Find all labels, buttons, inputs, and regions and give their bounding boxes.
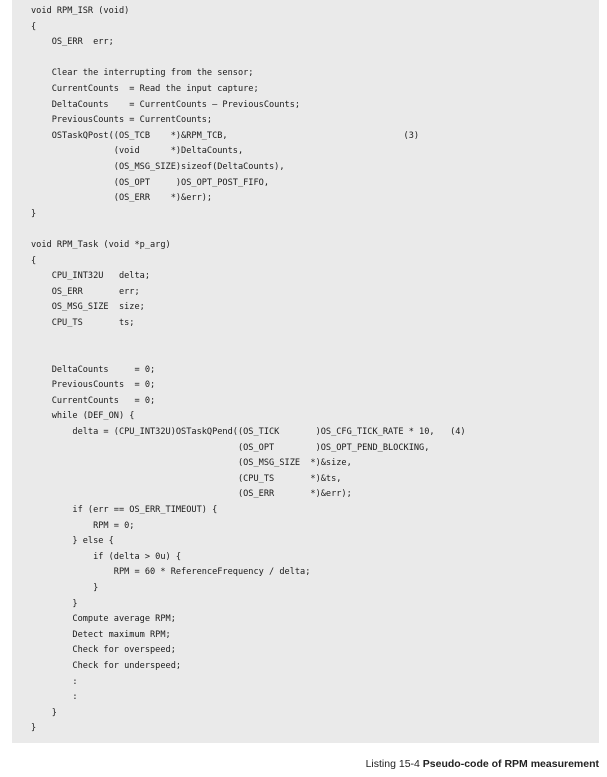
code-line: if (delta > 0u) { bbox=[31, 551, 182, 562]
code-line bbox=[31, 51, 599, 67]
code-line: (OS_ERR *)&err); bbox=[31, 193, 213, 204]
code-line: Check for underspeed; bbox=[31, 660, 182, 671]
code-line: (OS_MSG_SIZE *)&size, bbox=[31, 458, 352, 469]
code-line: OS_ERR err; bbox=[31, 286, 140, 297]
code-line: Check for overspeed; bbox=[31, 645, 176, 656]
code-line: (CPU_TS *)&ts, bbox=[31, 473, 342, 484]
code-line: PreviousCounts = CurrentCounts; bbox=[31, 115, 213, 126]
code-line bbox=[31, 347, 599, 363]
code-line: } bbox=[31, 208, 37, 219]
code-line: void RPM_Task (void *p_arg) bbox=[31, 239, 171, 250]
code-listing bbox=[12, 0, 599, 743]
code-line: CPU_INT32U delta; bbox=[31, 271, 150, 282]
code-line: (OS_OPT )OS_OPT_POST_FIFO, bbox=[31, 177, 269, 188]
code-line: CPU_TS ts; bbox=[31, 317, 135, 328]
code-line: } bbox=[31, 707, 57, 718]
code-line: RPM = 0; bbox=[31, 520, 135, 531]
code-line: DeltaCounts = CurrentCounts – PreviousCounts; bbox=[31, 99, 301, 110]
caption-title: Pseudo-code of RPM measurement bbox=[422, 758, 599, 770]
caption-prefix: Listing 15-4 bbox=[365, 758, 423, 770]
code-line bbox=[31, 331, 599, 347]
code-line bbox=[31, 222, 599, 238]
code-line: (void *)DeltaCounts, bbox=[31, 146, 244, 157]
code-line: Clear the interrupting from the sensor; bbox=[31, 68, 254, 79]
code-line: PreviousCounts = 0; bbox=[31, 380, 156, 391]
code-line: Compute average RPM; bbox=[31, 614, 176, 625]
code-line: (OS_OPT )OS_OPT_PEND_BLOCKING, bbox=[31, 442, 430, 453]
code-line: CurrentCounts = 0; bbox=[31, 395, 156, 406]
code-line: CurrentCounts = Read the input capture; bbox=[31, 83, 259, 94]
listing-caption bbox=[366, 758, 599, 770]
code-line: DeltaCounts = 0; bbox=[31, 364, 156, 375]
code-line: { bbox=[31, 255, 37, 266]
code-line: { bbox=[31, 21, 37, 32]
code-line: OS_MSG_SIZE size; bbox=[31, 302, 145, 313]
code-line: delta = (CPU_INT32U)OSTaskQPend((OS_TICK )OS_CFG_TICK_RATE * 10, (4) bbox=[31, 427, 466, 438]
code-line: Detect maximum RPM; bbox=[31, 629, 171, 640]
code-line: : bbox=[31, 676, 78, 687]
code-line: OSTaskQPost((OS_TCB *)&RPM_TCB, (3) bbox=[31, 130, 420, 141]
code-line: if (err == OS_ERR_TIMEOUT) { bbox=[31, 505, 218, 515]
code-line: } else { bbox=[31, 536, 114, 547]
code-line: } bbox=[31, 723, 37, 734]
code-line: (OS_MSG_SIZE)sizeof(DeltaCounts), bbox=[31, 161, 285, 172]
code-line: : bbox=[31, 692, 78, 703]
code-line: RPM = 60 * ReferenceFrequency / delta; bbox=[31, 567, 311, 578]
code-line: (OS_ERR *)&err); bbox=[31, 489, 352, 500]
code-line: } bbox=[31, 598, 78, 609]
code-line: void RPM_ISR (void) bbox=[31, 6, 130, 16]
code-line: while (DEF_ON) { bbox=[31, 411, 135, 422]
code-line: OS_ERR err; bbox=[31, 37, 114, 48]
code-line: } bbox=[31, 582, 99, 593]
